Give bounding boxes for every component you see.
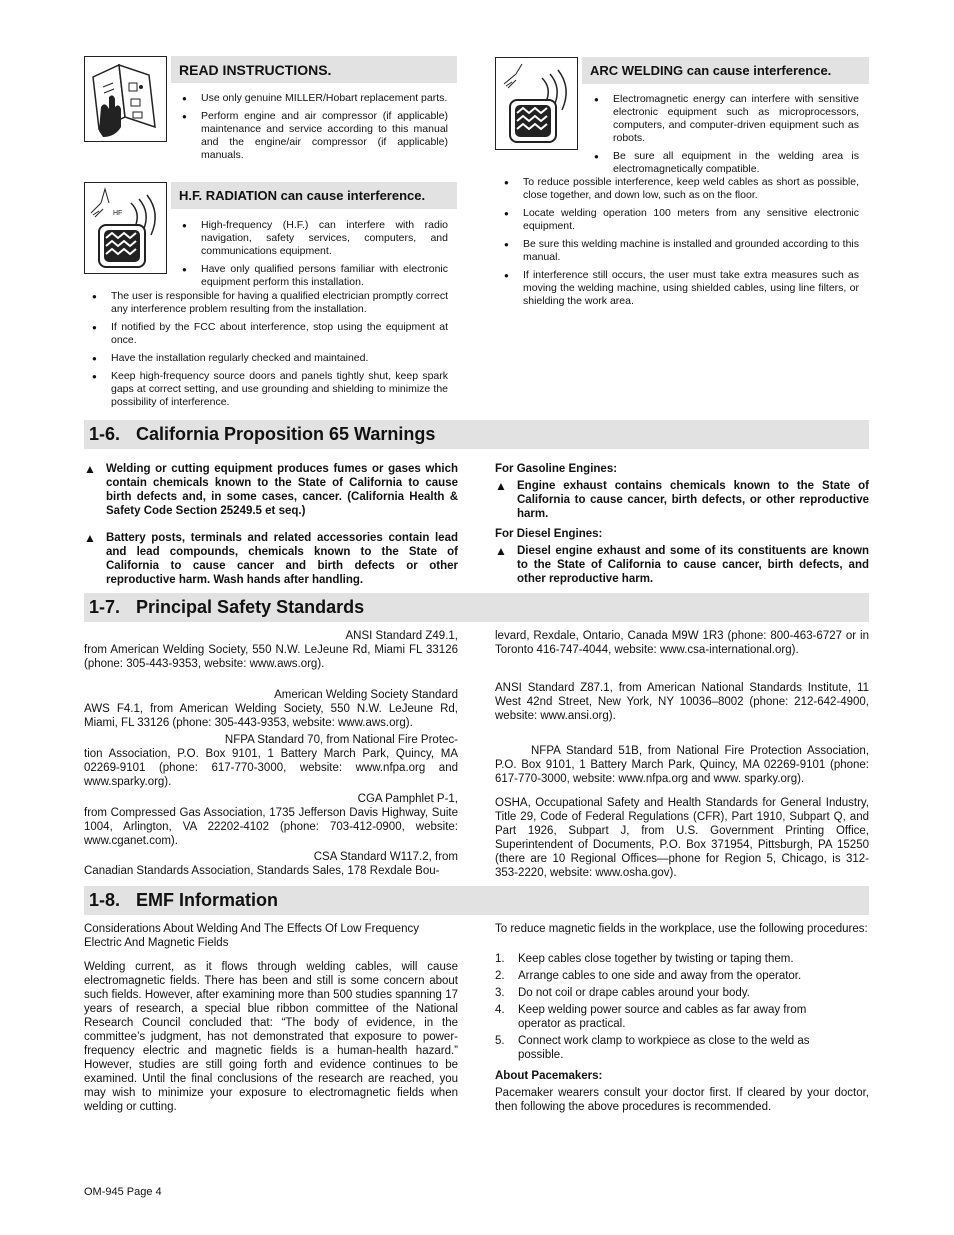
list-item: ● To reduce possible interference, keep weld cables as short as possible, close together, and down low, such as on the floor.: [504, 176, 859, 202]
warning-diesel-exhaust: ▲ Diesel engine exhaust and some of its constituents are known to the State of California to cause cancer, birth defects, and other reproductive harm.: [495, 544, 869, 585]
csa-body: Canadian Standards Association, Standards Sales, 178 Rexdale Bou-: [84, 865, 440, 877]
aws-body: AWS F4.1, from American Welding Society, 550 N.W. LeJeune Rd, Miami, FL 33126 (phone: 305-443-9353, website: www.aws.org).: [84, 703, 458, 729]
diesel-engines-label: For Diesel Engines:: [495, 528, 603, 540]
read-instructions-heading: READ INSTRUCTIONS.: [171, 56, 457, 83]
emf-intro: Considerations About Welding And The Effects Of Low Frequency Electric And Magnetic Fields: [84, 923, 419, 949]
pacemakers-body: Pacemaker wearers consult your doctor first. If cleared by your doctor, then following the above procedures is recommended.: [495, 1087, 869, 1113]
nfpa70-heading: NFPA Standard 70, from National Fire Protec-: [224, 734, 458, 746]
list-item: ● Keep high-frequency source doors and panels tightly shut, keep spark gaps at correct setting, and use grounding and shielding to minimize the possibility of interference.: [92, 370, 448, 409]
hf-radiation-symbol: [84, 182, 167, 274]
hf-radiation-heading: H.F. RADIATION can cause interference.: [171, 182, 457, 209]
pacemakers-heading: About Pacemakers:: [495, 1070, 603, 1082]
csa-continued: levard, Rexdale, Ontario, Canada M9W 1R3 (phone: 800-463-6727 or in Toronto 416-747-4044, website: www.csa-international.org).: [495, 630, 869, 656]
cga-heading: CGA Pamphlet P-1,: [357, 793, 458, 805]
list-item: 4. Keep welding power source and cables as far away from operator as practical.: [495, 1004, 807, 1030]
warning-triangle-icon: ▲: [84, 531, 96, 545]
page-footer: OM-945 Page 4: [84, 1186, 162, 1198]
ansi-z49-body: from American Welding Society, 550 N.W. LeJeune Rd, Miami FL 33126 (phone: 305-443-9353, website: www.aws.org).: [84, 644, 458, 670]
osha: OSHA, Occupational Safety and Health Standards for General Industry, Title 29, Code of Federal Regulations (CFR), Part 1910, Subpart Q, and Part 1926, Subpart J, from U.S. Government Printing Office, Superintendent of Documents, P.O. Box 371954, Pittsburgh, PA 15250 (there are 10 Regional Offices—phone for Region 5, Chicago, is 312-353-2220, website: www.osha.gov).: [495, 797, 869, 879]
list-item: ● Have the installation regularly checked and maintained.: [92, 352, 448, 365]
warning-battery-lead: ▲ Battery posts, terminals and related accessories contain lead and lead compounds, chemicals known to the State of California to cause cancer and birth defects or other reproductive harm. Wash hands after handling.: [84, 531, 458, 586]
section-heading-1-7: [84, 593, 869, 622]
manual-hand-icon: [85, 57, 166, 141]
arc-welding-symbol: [495, 57, 578, 150]
cga-body: from Compressed Gas Association, 1735 Jefferson Davis Highway, Suite 1004, Arlington, VA 22202-4102 (phone: 703-412-0900, website: www.cganet.com).: [84, 807, 458, 847]
arc-welding-list: [594, 93, 859, 181]
list-item: ● Have only qualified persons familiar with electronic equipment perform this installation.: [182, 263, 448, 289]
warning-triangle-icon: ▲: [84, 462, 96, 476]
section-number: 1-8.: [89, 890, 121, 910]
list-item: 2. Arrange cables to one side and away from the operator.: [495, 970, 802, 982]
arc-welding-icon: [496, 58, 577, 149]
list-item: ● Locate welding operation 100 meters from any sensitive electronic equipment.: [504, 207, 859, 233]
hf-radiation-list: [182, 219, 448, 294]
list-item: ● High-frequency (H.F.) can interfere with radio navigation, safety services, computers, and communications equipment.: [182, 219, 448, 258]
section-number: 1-6.: [89, 424, 121, 444]
section-heading-1-6: [84, 420, 869, 449]
arc-welding-heading: ARC WELDING can cause interference.: [582, 57, 869, 84]
list-item: ● If interference still occurs, the user must take extra measures such as moving the welding machine, using shielded cables, using line filters, or shielding the work area.: [504, 269, 859, 308]
nfpa70-body: tion Association, P.O. Box 9101, 1 Battery March Park, Quincy, MA 02269-9101 (phone: 617-770-3000, website: www.nfpa.org and www.sparky.org).: [84, 748, 458, 788]
reduce-fields-intro: To reduce magnetic fields in the workplace, use the following procedures:: [495, 923, 868, 935]
warning-welding-fumes: ▲ Welding or cutting equipment produces fumes or gases which contain chemicals known to the State of California to cause birth defects and, in some cases, cancer. (California Health & Safety Code Section 25249.5 et seq.): [84, 462, 458, 517]
warning-triangle-icon: ▲: [495, 544, 507, 558]
section-heading-1-8: [84, 886, 869, 915]
gasoline-engines-label: For Gasoline Engines:: [495, 463, 618, 475]
warning-gasoline-exhaust: ▲ Engine exhaust contains chemicals known to the State of California to cause cancer, birth defects, or other reproductive harm.: [495, 479, 869, 520]
section-number: 1-7.: [89, 597, 121, 617]
hf-radiation-icon: [85, 183, 166, 273]
list-item: ● Be sure all equipment in the welding area is electromagnetically compatible.: [594, 150, 859, 176]
arc-welding-wide-list: [504, 176, 859, 313]
read-instructions-symbol: [84, 56, 167, 142]
list-item: ● Electromagnetic energy can interfere with sensitive electronic equipment such as microprocessors, computers, and computer-driven equipment such as robots.: [594, 93, 859, 145]
aws-heading: American Welding Society Standard: [274, 689, 458, 701]
emf-body: Welding current, as it flows through welding cables, will cause electromagnetic fields. There has been and still is some concern about such fields. However, after examining more than 500 studies spanning 17 years of research, a special blue ribbon committee of the National Research Council concluded that: “The body of evidence, in the committee’s judgment, has not demonstrated that exposure to power-frequency electric and magnetic fields is a human-health hazard.” However, studies are still going forth and evidence continues to be examined. Until the final conclusions of the research are reached, you may wish to minimize your exposure to electromagnetic fields when welding or cutting.: [84, 961, 458, 1113]
list-item: ● Use only genuine MILLER/Hobart replacement parts.: [182, 92, 448, 105]
section-title: Principal Safety Standards: [136, 597, 365, 617]
read-instructions-list: [182, 92, 448, 167]
ansi-z87: ANSI Standard Z87.1, from American National Standards Institute, 11 West 42nd Street, New York, NY 10036–8002 (phone: 212-642-4900, website: www.ansi.org).: [495, 682, 869, 722]
list-item: ● Be sure this welding machine is installed and grounded according to this manual.: [504, 238, 859, 264]
warning-triangle-icon: ▲: [495, 479, 507, 493]
hf-radiation-wide-list: [92, 290, 448, 414]
section-title: California Proposition 65 Warnings: [136, 424, 436, 444]
section-title: EMF Information: [136, 890, 279, 910]
emf-procedure-list: [495, 952, 835, 1065]
list-item: ● The user is responsible for having a qualified electrician promptly correct any interference problem resulting from the installation.: [92, 290, 448, 316]
csa-heading: CSA Standard W117.2, from: [313, 851, 458, 863]
nfpa51b: NFPA Standard 51B, from National Fire Protection Association, P.O. Box 9101, 1 Battery March Park, Quincy, MA 02269-9101 (phone: 617-770-3000, website: www.nfpa.org and www. sparky.org).: [495, 745, 869, 785]
hf-label: HF: [113, 210, 123, 217]
ansi-z49-heading: ANSI Standard Z49.1,: [345, 630, 458, 642]
list-item: 1. Keep cables close together by twisting or taping them.: [495, 953, 794, 965]
list-item: ● Perform engine and air compressor (if applicable) maintenance and service according to this manual and the engine/air compressor (if applicable) manuals.: [182, 110, 448, 162]
list-item: 3. Do not coil or drape cables around your body.: [495, 987, 750, 999]
list-item: ● If notified by the FCC about interference, stop using the equipment at once.: [92, 321, 448, 347]
list-item: 5. Connect work clamp to workpiece as close to the weld as possible.: [495, 1035, 810, 1061]
